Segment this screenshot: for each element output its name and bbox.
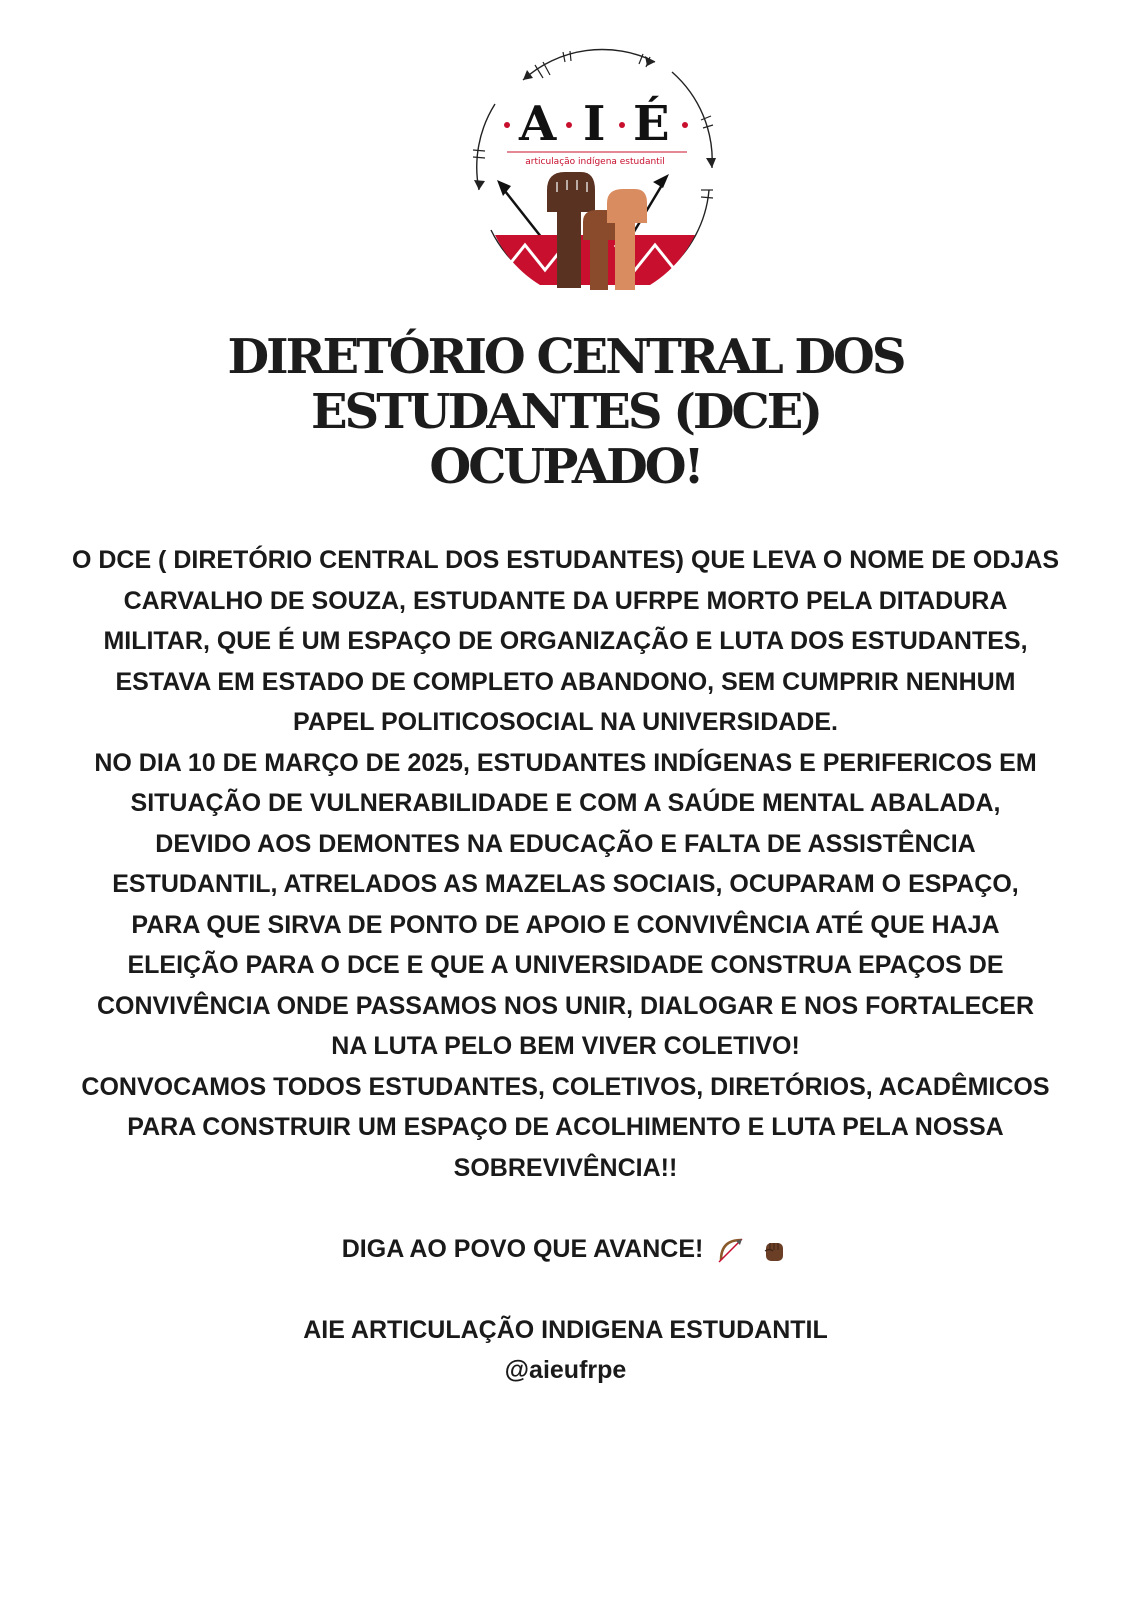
headline-line-2: ESTUDANTES (DCE) — [310, 384, 821, 440]
headline — [0, 330, 1131, 495]
slogan-text: DIGA AO POVO QUE AVANCE! — [341, 1234, 711, 1263]
paragraph-1-line: ESTAVA EM ESTADO DE COMPLETO ABANDONO, SEM CUMPRIR NENHUM — [115, 667, 1016, 696]
paragraph-1-line: CARVALHO DE SOUZA, ESTUDANTE DA UFRPE MORTO PELA DITADURA — [123, 586, 1008, 615]
paragraph-1-line: MILITAR, QUE É UM ESPAÇO DE ORGANIZAÇÃO E LUTA DOS ESTUDANTES, — [103, 627, 1028, 655]
paragraph-2-line: SITUAÇÃO DE VULNERABILIDADE E COM A SAÚDE MENTAL ABALADA, — [130, 789, 1001, 817]
logo-subtitle: articulação indígena estudantil — [525, 157, 665, 167]
logo-letter-i: I — [583, 96, 606, 152]
paragraph-1-line: PAPEL POLITICOSOCIAL NA UNIVERSIDADE. — [293, 708, 838, 736]
logo-letter-a: A — [519, 96, 557, 152]
paragraph-2-line: ELEIÇÃO PARA O DCE E QUE A UNIVERSIDADE CONSTRUA EPAÇOS DE — [127, 951, 1004, 979]
paragraph-2-line: DEVIDO AOS DEMONTES NA EDUCAÇÃO E FALTA DE ASSISTÊNCIA — [155, 829, 976, 858]
aie-logo — [465, 40, 725, 300]
paragraph-2-line: NA LUTA PELO BEM VIVER COLETIVO! — [331, 1032, 800, 1060]
slogan — [0, 1229, 1131, 1270]
raised-fist-icon — [759, 1235, 789, 1265]
paragraph-2-line: NO DIA 10 DE MARÇO DE 2025, ESTUDANTES INDÍGENAS E PERIFERICOS EM — [94, 748, 1037, 777]
logo-letters — [518, 95, 670, 152]
paragraph-1-line: O DCE ( DIRETÓRIO CENTRAL DOS ESTUDANTES) QUE LEVA O NOME DE ODJAS — [71, 546, 1060, 574]
paragraph-2-line: PARA QUE SIRVA DE PONTO DE APOIO E CONVIVÊNCIA ATÉ QUE HAJA — [131, 910, 1000, 939]
signature-org: AIE ARTICULAÇÃO INDIGENA ESTUDANTIL — [303, 1315, 828, 1344]
body-text — [0, 540, 1131, 1391]
paragraph-3-line: PARA CONSTRUIR UM ESPAÇO DE ACOLHIMENTO E LUTA PELA NOSSA — [127, 1113, 1004, 1141]
paragraph-2-line: CONVIVÊNCIA ONDE PASSAMOS NOS UNIR, DIALOGAR E NOS FORTALECER — [96, 991, 1035, 1020]
paragraph-2-line: ESTUDANTIL, ATRELADOS AS MAZELAS SOCIAIS, OCUPARAM O ESPAÇO, — [112, 870, 1019, 898]
signature-handle: @aieufrpe — [504, 1356, 627, 1384]
headline-line-3: OCUPADO! — [429, 439, 702, 495]
logo-fists — [547, 172, 647, 290]
headline-line-1: DIRETÓRIO CENTRAL DOS — [227, 329, 904, 385]
paragraph-3-line: SOBREVIVÊNCIA!! — [453, 1153, 678, 1182]
logo-letter-e: É — [633, 96, 670, 152]
paragraph-3-line: CONVOCAMOS TODOS ESTUDANTES, COLETIVOS, DIRETÓRIOS, ACADÊMICOS — [81, 1072, 1050, 1101]
bow-and-arrow-icon — [716, 1235, 746, 1265]
